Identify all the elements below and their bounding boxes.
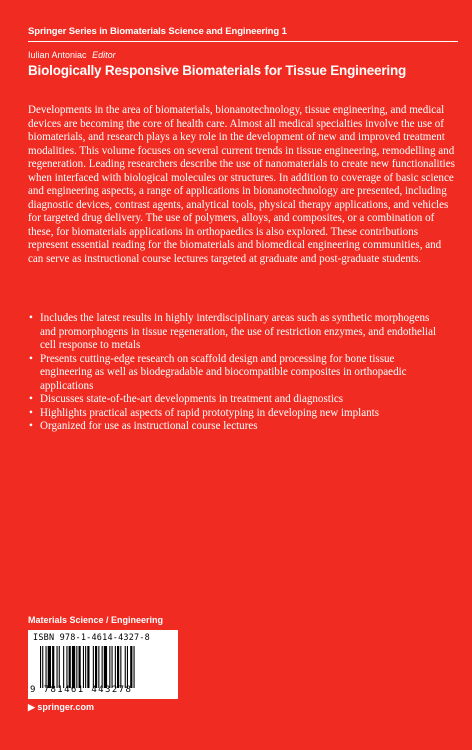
editor-name: Iulian Antoniac xyxy=(28,50,87,60)
series-title: Springer Series in Biomaterials Science and Engineering 1 xyxy=(28,26,287,37)
barcode-bar xyxy=(79,646,81,688)
barcode-bar xyxy=(69,646,71,688)
bullet-icon: • xyxy=(29,420,33,432)
feature-text: Discusses state-of-the-art developments in treatment and diagnostics xyxy=(40,393,344,405)
barcode-bar xyxy=(40,646,41,688)
barcode-bar xyxy=(85,646,86,688)
barcode-bar xyxy=(63,646,64,688)
barcode-bar xyxy=(59,646,60,688)
feature-item xyxy=(28,407,448,421)
feature-item xyxy=(28,393,448,407)
barcode-graphic xyxy=(40,646,172,688)
barcode-bar xyxy=(102,646,103,688)
barcode-bar xyxy=(46,646,47,688)
barcode-bar xyxy=(76,646,77,688)
barcode-bar xyxy=(104,646,107,688)
header-rule xyxy=(28,41,458,42)
description: Developments in the area of biomaterials, bionanotechnology, tissue engineering, and medical devices are becoming the core of health care. Almost all medical specialties involve the use of biomaterials, and research plays a key role in the development of new and improved treatment modalities. This volume focuses on several current trends in tissue engineering, remodelling and regeneration. Leading researchers describe the use of nanomaterials to create new functionalities when interfaced with biological molecules or structures. In addition to coverage of basic science and engineering aspects, a range of applications in bionanotechnology are presented, including diagnostic devices, contrast agents, analytical tools, physical therapy applications, and vehicles for targeted drug delivery. The use of polymers, alloys, and composites, or a combination of these, for biomaterials applications in orthopaedics is also explored. These contributions represent essential reading for the biomaterials and biomedical engineering communities, and can serve as instructional course lectures targeted at graduate and post-graduate students. xyxy=(28,104,455,265)
feature-text: Presents cutting-edge research on scaffold design and processing for bone tissue engineering as well as biodegradable and biocompatible composites in orthopaedic applications xyxy=(40,352,407,392)
barcode-bar xyxy=(112,646,113,688)
barcode-bar xyxy=(117,646,119,688)
isbn-label: ISBN 978-1-4614-4327-8 xyxy=(33,633,150,643)
barcode-digits: 9 781461 443278 xyxy=(30,685,133,695)
barcode-bar xyxy=(83,646,84,688)
barcode-bar xyxy=(93,646,94,688)
bullet-icon: • xyxy=(29,352,33,365)
feature-text: Includes the latest results in highly interdisciplinary areas such as synthetic morphogens and promorphogens in tissue regeneration, the use of restriction enzymes, and endothelial cell response to metals xyxy=(40,312,437,351)
barcode-bar xyxy=(57,646,58,688)
bullet-icon: • xyxy=(29,406,33,419)
barcode-bar xyxy=(130,646,132,688)
barcode-bar xyxy=(115,646,116,688)
feature-item xyxy=(28,353,448,394)
barcode xyxy=(28,630,178,699)
barcode-bar xyxy=(95,646,97,688)
bullet-icon: • xyxy=(29,312,33,324)
barcode-bar xyxy=(125,646,126,688)
barcode-bar xyxy=(127,646,128,688)
barcode-bars xyxy=(40,646,172,688)
feature-item xyxy=(28,312,448,353)
barcode-bar xyxy=(134,646,135,688)
barcode-bar xyxy=(42,646,43,688)
barcode-bar xyxy=(66,646,67,688)
barcode-bar xyxy=(87,646,89,688)
book-title: Biologically Responsive Biomaterials for Tissue Engineering xyxy=(28,63,407,78)
feature-item xyxy=(28,420,448,434)
publisher-url[interactable]: ▶ springer.com xyxy=(28,702,94,712)
barcode-bar xyxy=(52,646,54,688)
barcode-bar xyxy=(120,646,121,688)
editor-role: Editor xyxy=(92,50,116,60)
feature-text: Organized for use as instructional course lectures xyxy=(40,420,258,432)
feature-text: Highlights practical aspects of rapid prototyping in developing new implants xyxy=(40,406,380,419)
subject-category: Materials Science / Engineering xyxy=(28,615,164,625)
bullet-icon: • xyxy=(29,393,33,405)
barcode-bar xyxy=(98,646,99,688)
barcode-bar xyxy=(109,646,110,688)
feature-list xyxy=(28,312,448,434)
barcode-bar xyxy=(48,646,51,688)
barcode-bar xyxy=(72,646,75,688)
editor-line xyxy=(28,50,116,60)
